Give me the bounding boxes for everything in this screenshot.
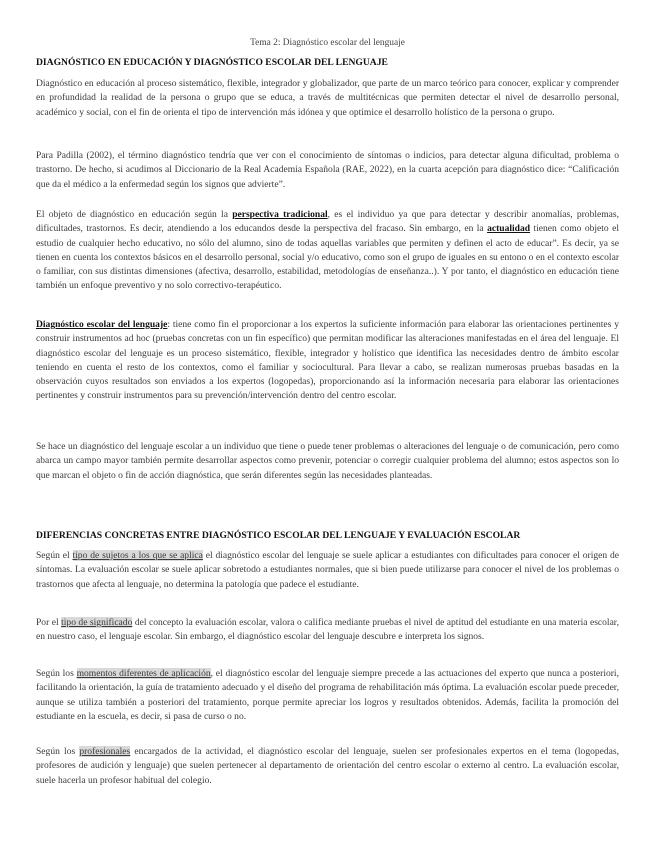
- paragraph-diagnostico-lenguaje: [36, 318, 619, 404]
- paragraph-text: , el diagnóstico escolar del lenguaje siempre precede a las actuaciones del experto que nunca a posteriori, facilitando la orientación, la guía de tratamiento adecuado y el diseño del programa de rehabilitación más óptima. La evaluación escolar puede preceder, aunque se utiliza también a posteriori del tratamiento, porque permite apreciar los logros y resultados obtenidos. Además, facilita la promoción del estudiante en la escuela, es decir, si pasa de curso o no.: [36, 668, 619, 722]
- highlight-profesionales: profesionales: [79, 746, 131, 757]
- paragraph-text: El objeto de diagnóstico en educación según la: [36, 209, 233, 220]
- page-header: Tema 2: Diagnóstico escolar del lenguaje: [250, 38, 405, 48]
- paragraph-objeto: [36, 208, 619, 294]
- paragraph-padilla: Para Padilla (2002), el término diagnóstico tendría que ver con el conocimiento de síntomas o indicios, para detectar alguna dificultad, problema o trastorno. De hecho, si acudimos al Diccionario de la Real Academia Española (RAE, 2022), en la cuarta acepción para diagnóstico dice: “Calificación que da el médico a la enfermedad según los signos que advierte”.: [36, 150, 619, 190]
- paragraph-text: : tiene como fin el proporcionar a los expertos la suficiente información para elaborar las orientaciones pertinentes y construir instrumentos ad hoc (pruebas concretas con un fin específico) que permitan modificar las alteraciones manifestadas en el área del lenguaje. El diagnóstico escolar del lenguaje es un proceso sistemático, flexible, integrador y holístico que identifica las necesidades dentro de ámbito escolar teniendo en cuenta el resto de los contextos, como el familiar y sociocultural. Para llevar a cabo, se realizan numerosas pruebas basadas en la observación cuyos resultados son enviados a los expertos (logopedas), proporcionando así la información necesaria para elaborar las orientaciones pertinentes y construir instrumentos para su prevención/intervención dentro del centro escolar.: [36, 319, 619, 402]
- paragraph-text: el diagnóstico escolar del lenguaje se suele aplicar a estudiantes con dificultades para conocer el origen de síntomas. La evaluación escolar se suele aplicar sobretodo a estudiantes normales, que si bien puede utilizarse para conocer el nivel de los problemas o trastornos que afecta al lenguaje, no determina la patología que padece el estudiante.: [36, 550, 620, 590]
- highlight-tipo-sujetos: tipo de sujetos a los que se aplica: [72, 550, 203, 561]
- term-actualidad: actualidad: [487, 223, 531, 235]
- paragraph-definicion: Diagnóstico en educación al proceso sistemático, flexible, integrador y globalizador, que parte de un marco teórico para conocer, explicar y comprender en profundidad la realidad de la persona o grupo que se educa, a través de multitécnicas que permiten detectar el nivel de desarrollo personal, académico y social, con el fin de orienta el tipo de intervención más idónea y que optimice el desarrollo holístico de la persona o grupo.: [36, 78, 619, 118]
- paragraph-tipo-sujetos: [36, 549, 619, 592]
- paragraph-text: encargados de la actividad, el diagnóstico escolar del lenguaje, suelen ser profesionales expertos en el tema (logopedas, profesores de audición y lenguaje) que suelen pertenecer al departamento de orientación del centro escolar o externo al centro. La evaluación escolar, suele hacerla un profesor habitual del colegio.: [36, 746, 619, 786]
- paragraph-momentos: [36, 667, 619, 724]
- term-perspectiva-tradicional: perspectiva tradicional: [232, 209, 328, 220]
- paragraph-text: Por el: [36, 617, 62, 628]
- paragraph-text: Según el: [36, 550, 73, 561]
- highlight-tipo-significado: tipo de significado: [61, 617, 133, 628]
- paragraph-text: Según los: [36, 668, 77, 679]
- paragraph-text: tienen como objeto el estudio de cualquier hecho educativo, no sólo del alumno, sino de todas aquellas variables que permiten y definen el acto de educar”. Es decir, ya se tienen en cuenta los contextos básicos en el desarrollo personal, social y/o educativo, como son el grupo de iguales en su entono o en el contexto escolar o familiar, con sus distintas dimensiones (afectiva, desarrollo, estabilidad, metodologías de enseñanza..). Y por tanto, el diagnóstico en educación tiene también un enfoque preventivo y no solo correctivo-terapéutico.: [36, 223, 619, 292]
- section-title-diferencias: DIFERENCIAS CONCRETAS ENTRE DIAGNÓSTICO ESCOLAR DEL LENGUAJE Y EVALUACIÓN ESCOLAR: [36, 530, 521, 541]
- highlight-momentos-aplicacion: momentos diferentes de aplicación: [76, 668, 211, 679]
- paragraph-profesionales: [36, 745, 619, 788]
- term-diagnostico-escolar-lenguaje: Diagnóstico escolar del lenguaje: [36, 319, 168, 330]
- paragraph-tipo-significado: [36, 616, 619, 645]
- paragraph-text: , es el individuo ya que para detectar y describir anomalías, problemas, dificultades, trastornos. Es decir, atendiendo a los educandos desde la perspectiva del fracaso. Sin embargo, en la: [36, 209, 619, 235]
- section-title-diagnostico: DIAGNÓSTICO EN EDUCACIÓN Y DIAGNÓSTICO ESCOLAR DEL LENGUAJE: [36, 57, 388, 68]
- paragraph-text: del concepto la evaluación escolar, valora o califica mediante pruebas el nivel de aptitud del estudiante en una materia escolar, en nuestro caso, el lenguaje escolar. Sin embargo, el diagnóstico escolar del lenguaje descubre e interpreta los signos.: [36, 617, 619, 643]
- paragraph-individuo: Se hace un diagnóstico del lenguaje escolar a un individuo que tiene o puede tener problemas o alteraciones del lenguaje o de comunicación, pero como abarca un campo mayor también permite desarrollar aspectos como prevenir, potenciar o corregir cualquier problema del alumno; estos aspectos son lo que marcan el objeto o fin de acción diagnóstica, que serán diferentes según las necesidades planteadas.: [36, 441, 619, 481]
- paragraph-text: Según los: [36, 746, 80, 757]
